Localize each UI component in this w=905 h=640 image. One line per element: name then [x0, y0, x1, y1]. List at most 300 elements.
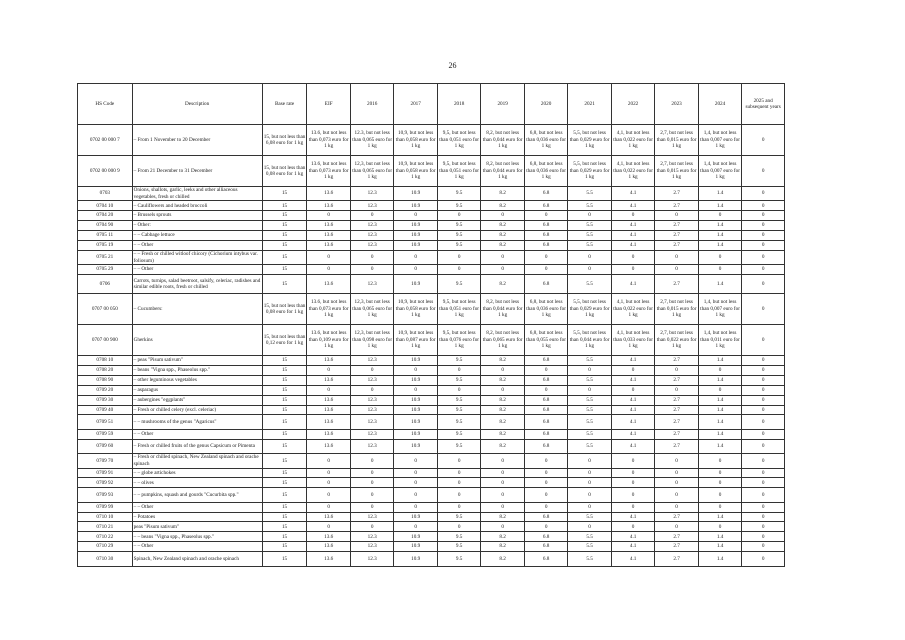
rate-cell: 0 [568, 454, 611, 468]
rate-cell: 0 [742, 366, 785, 376]
column-header: 2016 [350, 84, 393, 125]
rate-cell: 1.4 [698, 231, 741, 241]
rate-cell: 8.2 [481, 375, 524, 385]
hs-code-cell: 0710 22 [78, 532, 133, 542]
rate-cell: 9.5 [437, 221, 480, 231]
rate-cell: 0 [698, 366, 741, 376]
rate-cell: 2.7 [655, 415, 698, 429]
rate-cell: 0 [437, 478, 480, 488]
hs-code-cell: 0709 70 [78, 454, 133, 468]
table-row [78, 542, 785, 552]
description-cell: – – beans "Vigna spp., Phaseolus spp." [132, 532, 262, 542]
rate-cell: 9,5, but not less than 0,051 euro for 1 kg [437, 294, 480, 325]
rate-cell: 6.8 [524, 201, 567, 211]
rate-cell: 0 [611, 265, 654, 275]
description-cell: – – Other [132, 502, 262, 512]
rate-cell: 0 [568, 250, 611, 264]
column-header: EIF [307, 84, 350, 125]
rate-cell: 0 [568, 478, 611, 488]
rate-cell: 15 [262, 211, 307, 221]
rate-cell: 0 [394, 385, 437, 395]
description-cell: – – Other [132, 265, 262, 275]
rate-cell: 13.6 [307, 395, 350, 405]
rate-cell: 6.8 [524, 221, 567, 231]
rate-cell: 6.8 [524, 552, 567, 566]
rate-cell: 9,5, but not less than 0,051 euro for 1 kg [437, 156, 480, 187]
rate-cell: 0 [742, 231, 785, 241]
rate-cell: 0 [481, 366, 524, 376]
rate-cell: 15 [262, 231, 307, 241]
rate-cell: 10,9, but not less than 0,087 euro for 1 kg [394, 325, 437, 356]
rate-cell: 0 [524, 488, 567, 502]
rate-cell: 1.4 [698, 240, 741, 250]
rate-cell: 10.9 [394, 356, 437, 366]
rate-cell: 0 [437, 211, 480, 221]
rate-cell: 13.6 [307, 231, 350, 241]
rate-cell: 2.7 [655, 512, 698, 522]
rate-cell: 13.6 [307, 187, 350, 201]
rate-cell: 12.3 [350, 429, 393, 439]
rate-cell: 0 [698, 478, 741, 488]
column-header: Description [132, 84, 262, 125]
rate-cell: 13.6, but not less than 0,109 euro for 1 kg [307, 325, 350, 356]
rate-cell: 12,3, but not less than 0,065 euro for 1 kg [350, 294, 393, 325]
rate-cell: 6.8 [524, 439, 567, 453]
rate-cell: 0 [437, 265, 480, 275]
description-cell: – Fresh or chilled spinach, New Zealand spinach and orache spinach [132, 454, 262, 468]
rate-cell: 4.1 [611, 439, 654, 453]
rate-cell: 0 [568, 502, 611, 512]
description-cell: – Cauliflowers and headed broccoli [132, 201, 262, 211]
rate-cell: 9.5 [437, 201, 480, 211]
rate-cell: 0 [742, 201, 785, 211]
column-header: Base rate [262, 84, 307, 125]
rate-cell: 0 [394, 454, 437, 468]
description-cell: Carrots, turnips, salad beetroot, salsify, celeriac, radishes and similar edible roots, fresh or chilled [132, 275, 262, 294]
rate-cell: 0 [742, 221, 785, 231]
rate-cell: 0 [307, 488, 350, 502]
rate-cell: 10.9 [394, 240, 437, 250]
rate-cell: 6,8, but not less than 0,036 euro for 1 kg [524, 125, 567, 156]
rate-cell: 0 [698, 454, 741, 468]
rate-cell: 12.3 [350, 512, 393, 522]
rate-cell: 0 [742, 156, 785, 187]
hs-code-cell: 0704 90 [78, 221, 133, 231]
table-row [78, 366, 785, 376]
description-cell: – – Fresh or chilled witloof chicory (Cichorium intybus var. foliosum) [132, 250, 262, 264]
description-cell: – aubergines "eggplants" [132, 395, 262, 405]
hs-code-cell: 0705 19 [78, 240, 133, 250]
rate-cell: 5.5 [568, 240, 611, 250]
rate-cell: 0 [307, 478, 350, 488]
rate-cell: 0 [655, 522, 698, 532]
rate-cell: 0 [655, 250, 698, 264]
rate-cell: 1.4 [698, 405, 741, 415]
rate-cell: 1.4 [698, 275, 741, 294]
rate-cell: 12.3, but not less than 0,065 euro for 1 kg [350, 125, 393, 156]
rate-cell: 0 [524, 468, 567, 478]
rate-cell: 0 [350, 385, 393, 395]
hs-code-cell: 0706 [78, 275, 133, 294]
rate-cell: 9.5 [437, 240, 480, 250]
rate-cell: 9.5 [437, 512, 480, 522]
rate-cell: 0 [481, 211, 524, 221]
hs-code-cell: 0705 21 [78, 250, 133, 264]
rate-cell: 5.5 [568, 405, 611, 415]
rate-cell: 4.1 [611, 201, 654, 211]
rate-cell: 0 [698, 502, 741, 512]
hs-code-cell: 0710 30 [78, 552, 133, 566]
rate-cell: 6.8 [524, 375, 567, 385]
rate-cell: 15 [262, 250, 307, 264]
table-row [78, 211, 785, 221]
rate-cell: 1.4 [698, 356, 741, 366]
rate-cell: 0 [350, 478, 393, 488]
rate-cell: 0 [611, 478, 654, 488]
rate-cell: 0 [742, 552, 785, 566]
rate-cell: 0 [742, 356, 785, 366]
rate-cell: 12,3, but not less than 0,098 euro for 1 kg [350, 325, 393, 356]
description-cell: – Potatoes [132, 512, 262, 522]
rate-cell: 1.4 [698, 415, 741, 429]
hs-code-cell: 0710 21 [78, 522, 133, 532]
rate-cell: 0 [481, 478, 524, 488]
table-row [78, 294, 785, 325]
rate-cell: 13.6 [307, 439, 350, 453]
rate-cell: 15 [262, 240, 307, 250]
table-body [78, 125, 785, 567]
hs-code-cell: 0708 90 [78, 375, 133, 385]
rate-cell: 8.2 [481, 405, 524, 415]
rate-cell: 1.4 [698, 375, 741, 385]
rate-cell: 12.3 [350, 542, 393, 552]
rate-cell: 2.7 [655, 231, 698, 241]
rate-cell: 0 [742, 502, 785, 512]
rate-cell: 9.5 [437, 275, 480, 294]
rate-cell: 12.3 [350, 221, 393, 231]
rate-cell: 0 [742, 532, 785, 542]
rate-cell: 13.6 [307, 240, 350, 250]
column-header: 2025 and subsequent years [742, 84, 785, 125]
table-row [78, 240, 785, 250]
column-header: 2021 [568, 84, 611, 125]
rate-cell: 9.5 [437, 405, 480, 415]
rate-cell: 5.5 [568, 439, 611, 453]
rate-cell: 0 [350, 366, 393, 376]
rate-cell: 0 [394, 265, 437, 275]
rate-cell: 0 [350, 488, 393, 502]
rate-cell: 0 [437, 468, 480, 478]
column-header: 2024 [698, 84, 741, 125]
rate-cell: 0 [481, 250, 524, 264]
description-cell: peas "Pisum sativum" [132, 522, 262, 532]
rate-cell: 12.3 [350, 201, 393, 211]
rate-cell: 2.7 [655, 375, 698, 385]
rate-cell: 2,7, but not less than 0,015 euro for 1 kg [655, 156, 698, 187]
rate-cell: 8.2 [481, 275, 524, 294]
table-row [78, 156, 785, 187]
rate-cell: 13.6, but not less than 0,073 euro for 1 kg [307, 294, 350, 325]
rate-cell: 0 [742, 395, 785, 405]
rate-cell: 0 [481, 454, 524, 468]
hs-code-cell: 0702 00 000 7 [78, 125, 133, 156]
rate-cell: 4.1 [611, 542, 654, 552]
rate-cell: 0 [742, 250, 785, 264]
hs-code-cell: 0709 92 [78, 478, 133, 488]
rate-cell: 13.6 [307, 512, 350, 522]
hs-code-cell: 0708 10 [78, 356, 133, 366]
rate-cell: 0 [611, 454, 654, 468]
rate-cell: 8.2 [481, 439, 524, 453]
rate-cell: 0 [742, 325, 785, 356]
rate-cell: 1,4, but not less than 0,007 euro for 1 kg [698, 156, 741, 187]
rate-cell: 2.7 [655, 275, 698, 294]
rate-cell: 2.7 [655, 429, 698, 439]
rate-cell: 5.5 [568, 201, 611, 211]
rate-cell: 1.4 [698, 512, 741, 522]
rate-cell: 0 [307, 468, 350, 478]
rate-cell: 1.4 [698, 187, 741, 201]
rate-cell: 1.4 [698, 439, 741, 453]
rate-cell: 15 [262, 552, 307, 566]
rate-cell: 0 [394, 250, 437, 264]
rate-cell: 13.6 [307, 415, 350, 429]
rate-cell: 0 [568, 211, 611, 221]
rate-cell: 0 [698, 385, 741, 395]
hs-code-cell: 0704 10 [78, 201, 133, 211]
rate-cell: 0 [655, 211, 698, 221]
rate-cell: 0 [307, 502, 350, 512]
table-row [78, 325, 785, 356]
description-cell: – From 1 November to 20 December [132, 125, 262, 156]
rate-cell: 10.9 [394, 552, 437, 566]
rate-cell: 4.1 [611, 395, 654, 405]
table-row [78, 512, 785, 522]
rate-cell: 0 [481, 385, 524, 395]
rate-cell: 10.9 [394, 395, 437, 405]
rate-cell: 6,8, but not less than 0,055 euro for 1 kg [524, 325, 567, 356]
rate-cell: 2.7 [655, 201, 698, 211]
rate-cell: 0 [742, 240, 785, 250]
hs-code-cell: 0710 10 [78, 512, 133, 522]
rate-cell: 0 [742, 488, 785, 502]
rate-cell: 12.3 [350, 439, 393, 453]
description-cell: – – Other [132, 429, 262, 439]
rate-cell: 2.7 [655, 439, 698, 453]
rate-cell: 2.7 [655, 187, 698, 201]
rate-cell: 0 [655, 488, 698, 502]
rate-cell: 6.8 [524, 532, 567, 542]
rate-cell: 15 [262, 478, 307, 488]
rate-cell: 9.5 [437, 415, 480, 429]
rate-cell: 0 [742, 522, 785, 532]
rate-cell: 15 [262, 201, 307, 211]
rate-cell: 10.9 [394, 512, 437, 522]
rate-cell: 6.8 [524, 542, 567, 552]
rate-cell: 8.2 [481, 532, 524, 542]
rate-cell: 15 [262, 356, 307, 366]
rate-cell: 0 [524, 250, 567, 264]
rate-cell: 4.1 [611, 187, 654, 201]
rate-cell: 15 [262, 502, 307, 512]
table-row [78, 502, 785, 512]
rate-cell: 0 [655, 468, 698, 478]
rate-cell: 8,2, but not less than 0,044 euro for 1 kg [481, 125, 524, 156]
rate-cell: 6.8 [524, 356, 567, 366]
rate-cell: 5.5 [568, 415, 611, 429]
rate-cell: 0 [611, 211, 654, 221]
rate-cell: 0 [307, 366, 350, 376]
rate-cell: 0 [611, 385, 654, 395]
rate-cell: 5.5 [568, 187, 611, 201]
hs-code-cell: 0702 00 000 9 [78, 156, 133, 187]
rate-cell: 1.4 [698, 552, 741, 566]
hs-code-cell: 0709 60 [78, 439, 133, 453]
rate-cell: 4.1 [611, 532, 654, 542]
rate-cell: 5,5, but not less than 0,029 euro for 1 kg [568, 294, 611, 325]
table-row [78, 201, 785, 211]
description-cell: – Cucumbers: [132, 294, 262, 325]
hs-code-cell: 0710 29 [78, 542, 133, 552]
rate-cell: 5.5 [568, 231, 611, 241]
hs-code-cell: 0709 51 [78, 415, 133, 429]
rate-cell: 8.2 [481, 231, 524, 241]
rate-cell: 0 [611, 250, 654, 264]
rate-cell: 0 [742, 478, 785, 488]
rate-cell: 6.8 [524, 429, 567, 439]
rate-cell: 0 [481, 502, 524, 512]
table-row [78, 522, 785, 532]
rate-cell: 0 [437, 454, 480, 468]
rate-cell: 10.9 [394, 187, 437, 201]
rate-cell: 15 [262, 221, 307, 231]
rate-cell: 0 [742, 294, 785, 325]
rate-cell: 5.5 [568, 375, 611, 385]
rate-cell: 12.3 [350, 415, 393, 429]
rate-cell: 15 [262, 265, 307, 275]
rate-cell: 2.7 [655, 221, 698, 231]
column-header: 2018 [437, 84, 480, 125]
rate-cell: 0 [350, 468, 393, 478]
hs-code-cell: 0708 20 [78, 366, 133, 376]
rate-cell: 8.2 [481, 201, 524, 211]
rate-cell: 0 [742, 439, 785, 453]
rate-cell: 0 [524, 366, 567, 376]
rate-cell: 0 [568, 366, 611, 376]
rate-cell: 1.4 [698, 201, 741, 211]
rate-cell: 10.9 [394, 542, 437, 552]
rate-cell: 0 [524, 385, 567, 395]
rate-cell: 9.5 [437, 395, 480, 405]
rate-cell: 15 [262, 375, 307, 385]
rate-cell: 13.6, but not less than 0,073 euro for 1 kg [307, 156, 350, 187]
rate-cell: 10.9 [394, 231, 437, 241]
rate-cell: 0 [307, 250, 350, 264]
rate-cell: 13.6 [307, 552, 350, 566]
rate-cell: 9.5 [437, 532, 480, 542]
rate-cell: 12,3, but not less than 0,065 euro for 1 kg [350, 156, 393, 187]
rate-cell: 15 [262, 488, 307, 502]
rate-cell: 15 [262, 429, 307, 439]
rate-cell: 13.6, but not less than 0,073 euro for 1 kg [307, 125, 350, 156]
rate-cell: 1.4 [698, 395, 741, 405]
rate-cell: 4.1 [611, 231, 654, 241]
rate-cell: 5,5, but not less than 0,029 euro for 1 kg [568, 156, 611, 187]
rate-cell: 15 [262, 405, 307, 415]
column-header: 2017 [394, 84, 437, 125]
tariff-schedule-table [77, 83, 785, 567]
rate-cell: 1,4, but not less than 0,011 euro for 1 kg [698, 325, 741, 356]
rate-cell: 0 [481, 522, 524, 532]
description-cell: – other leguminous vegetables [132, 375, 262, 385]
table-row [78, 385, 785, 395]
rate-cell: 0 [394, 211, 437, 221]
rate-cell: 4.1 [611, 240, 654, 250]
rate-cell: 4.1 [611, 552, 654, 566]
rate-cell: 15, but not less than 0,08 euro for 1 kg [262, 294, 307, 325]
table-row [78, 250, 785, 264]
description-cell: – peas "Pisum sativum" [132, 356, 262, 366]
rate-cell: 15 [262, 275, 307, 294]
rate-cell: 0 [350, 522, 393, 532]
rate-cell: 4.1 [611, 221, 654, 231]
rate-cell: 2.7 [655, 532, 698, 542]
rate-cell: 0 [524, 478, 567, 488]
rate-cell: 15 [262, 542, 307, 552]
rate-cell: 0 [742, 265, 785, 275]
rate-cell: 0 [698, 488, 741, 502]
rate-cell: 6,8, but not less than 0,036 euro for 1 kg [524, 156, 567, 187]
rate-cell: 0 [611, 522, 654, 532]
description-cell: Gherkins [132, 325, 262, 356]
rate-cell: 0 [394, 488, 437, 502]
rate-cell: 0 [394, 478, 437, 488]
rate-cell: 6.8 [524, 240, 567, 250]
rate-cell: 0 [698, 468, 741, 478]
description-cell: – – olives [132, 478, 262, 488]
rate-cell: 1.4 [698, 221, 741, 231]
rate-cell: 8.2 [481, 395, 524, 405]
table-row [78, 488, 785, 502]
table-row [78, 439, 785, 453]
rate-cell: 13.6 [307, 275, 350, 294]
rate-cell: 9.5 [437, 552, 480, 566]
description-cell: – Fresh or chilled celery (excl. celeriac) [132, 405, 262, 415]
table-row [78, 221, 785, 231]
rate-cell: 6,8, but not less than 0,036 euro for 1 kg [524, 294, 567, 325]
rate-cell: 0 [350, 250, 393, 264]
rate-cell: 0 [568, 522, 611, 532]
table-row [78, 275, 785, 294]
rate-cell: 0 [742, 375, 785, 385]
rate-cell: 8,2, but not less than 0,065 euro for 1 kg [481, 325, 524, 356]
rate-cell: 0 [655, 454, 698, 468]
rate-cell: 12.3 [350, 552, 393, 566]
description-cell: – Brussels sprouts [132, 211, 262, 221]
rate-cell: 13.6 [307, 201, 350, 211]
table-row [78, 415, 785, 429]
table-row [78, 231, 785, 241]
table-row [78, 395, 785, 405]
description-cell: – – pumpkins, squash and gourds "Cucurbita spp." [132, 488, 262, 502]
rate-cell: 0 [437, 502, 480, 512]
hs-code-cell: 0703 [78, 187, 133, 201]
rate-cell: 2.7 [655, 542, 698, 552]
rate-cell: 10.9 [394, 415, 437, 429]
rate-cell: 0 [655, 366, 698, 376]
rate-cell: 2.7 [655, 405, 698, 415]
rate-cell: 9.5 [437, 356, 480, 366]
